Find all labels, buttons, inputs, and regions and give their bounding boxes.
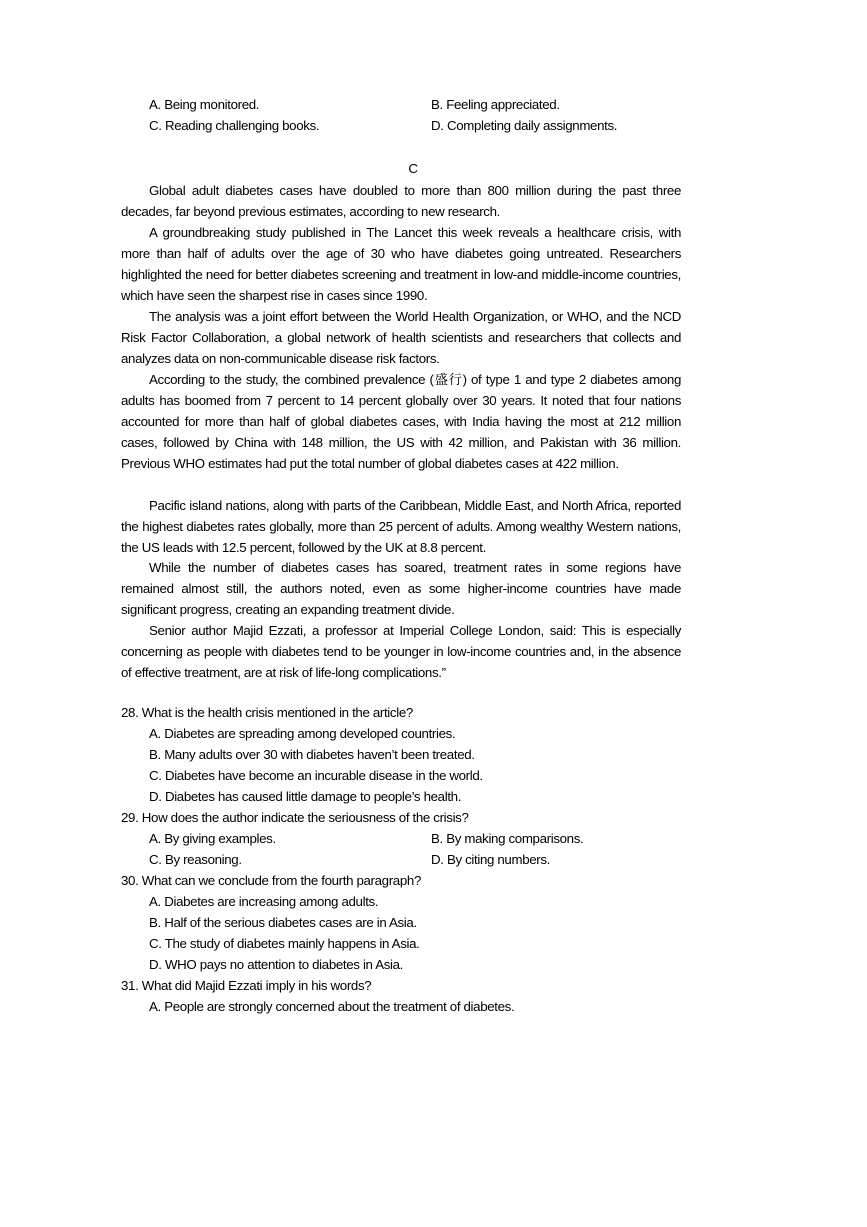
q28-option-d: D. Diabetes has caused little damage to people’s health. (149, 789, 462, 804)
paragraph-1: Global adult diabetes cases have doubled to more than 800 million during the past three decades, far beyond previous estimates, according to new research. (121, 183, 681, 219)
option-c-prev: C. Reading challenging books. (149, 118, 320, 133)
paragraph-4: According to the study, the combined prevalence (盛行) of type 1 and type 2 diabetes among adults has boomed from 7 percent to 14 percent globally over 30 years. It noted that four nations accounted for more than half of global diabetes cases, with India having the most at 212 million cases, followed by China with 148 million, the US with 42 million, and Pakistan with 36 million. Previous WHO estimates had put the total number of global diabetes cases at 422 million. (121, 372, 681, 471)
question-30-stem: 30. What can we conclude from the fourth paragraph? (121, 873, 421, 888)
q28-option-c: C. Diabetes have become an incurable disease in the world. (149, 768, 483, 783)
q29-option-b: B. By making comparisons. (431, 831, 584, 846)
q30-option-a: A. Diabetes are increasing among adults. (149, 894, 379, 909)
q28-option-b: B. Many adults over 30 with diabetes haven’t been treated. (149, 747, 475, 762)
section-label: C (408, 161, 418, 176)
q28-option-a: A. Diabetes are spreading among developed countries. (149, 726, 456, 741)
question-31-stem: 31. What did Majid Ezzati imply in his words? (121, 978, 372, 993)
paragraph-6: While the number of diabetes cases has soared, treatment rates in some regions have remained almost still, the authors noted, even as some higher-income countries have made significant progress, creating an expanding treatment divide. (121, 560, 681, 617)
q30-option-c: C. The study of diabetes mainly happens in Asia. (149, 936, 420, 951)
paragraph-7: Senior author Majid Ezzati, a professor at Imperial College London, said: This is especially concerning as people with diabetes tend to be younger in low-income countries and, in the absence of effective treatment, are at risk of life-long complications.” (121, 623, 681, 680)
paragraph-3: The analysis was a joint effort between the World Health Organization, or WHO, and the NCD Risk Factor Collaboration, a global network of health scientists and researchers that collects and analyzes data on non-communicable disease risk factors. (121, 309, 681, 366)
paragraph-2: A groundbreaking study published in The Lancet this week reveals a healthcare crisis, with more than half of adults over the age of 30 who have diabetes going untreated. Researchers highlighted the need for better diabetes screening and treatment in low-and middle-income countries, which have seen the sharpest rise in cases since 1990. (121, 225, 681, 303)
option-b-prev: B. Feeling appreciated. (431, 97, 560, 112)
q30-option-d: D. WHO pays no attention to diabetes in Asia. (149, 957, 404, 972)
paragraph-5: Pacific island nations, along with parts of the Caribbean, Middle East, and North Africa, reported the highest diabetes rates globally, more than 25 percent of adults. Among wealthy Western nations, the US leads with 12.5 percent, followed by the UK at 8.8 percent. (121, 498, 681, 555)
option-d-prev: D. Completing daily assignments. (431, 118, 618, 133)
option-a-prev: A. Being monitored. (149, 97, 260, 112)
q31-option-a: A. People are strongly concerned about the treatment of diabetes. (149, 999, 515, 1014)
q29-option-c: C. By reasoning. (149, 852, 242, 867)
q29-option-d: D. By citing numbers. (431, 852, 551, 867)
q30-option-b: B. Half of the serious diabetes cases are in Asia. (149, 915, 417, 930)
question-28-stem: 28. What is the health crisis mentioned in the article? (121, 705, 413, 720)
question-29-stem: 29. How does the author indicate the seriousness of the crisis? (121, 810, 469, 825)
q29-option-a: A. By giving examples. (149, 831, 276, 846)
